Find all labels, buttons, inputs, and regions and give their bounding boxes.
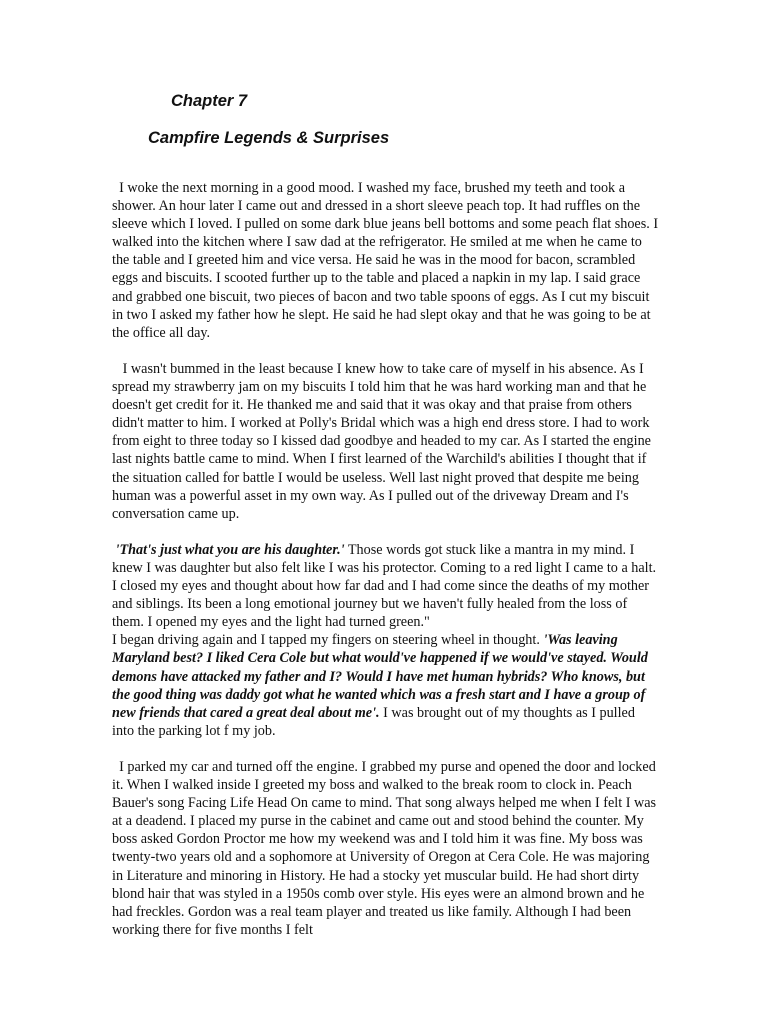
paragraph-5 [112, 758, 660, 939]
paragraph-2-text: I wasn't bummed in the least because I knew how to take care of myself in his absence. As I spread my strawberry jam on my biscuits I told him that he was hard working man and that he doesn't get credit for it. He thanked me and said that it was okay and that praise from others didn't matter to him. I worked at Polly's Bridal which was a high end dress store. I had to work from eight to three today so I kissed dad goodbye and headed to my car. As I started the engine last nights battle came to mind. When I first learned of the Warchild's abilities I thought that if the situation called for battle I would be useless. Well last night proved that despite me being human was a powerful asset in my own way. As I pulled out of the driveway Dream and I's conversation came up. [112, 360, 655, 522]
paragraph-1-text: I woke the next morning in a good mood. I washed my face, brushed my teeth and took a shower. An hour later I came out and dressed in a short sleeve peach top. It had ruffles on the sleeve which I loved. I pulled on some dark blue jeans bell bottoms and some peach flat shoes. I walked into the kitchen where I saw dad at the refrigerator. He smiled at me when he came to the table and I greeted him and vice versa. He said he was in the mood for bacon, scrambled eggs and biscuits. I scooted further up to the table and placed a napkin in my lap. I said grace and grabbed one biscuit, two pieces of bacon and two table spoons of eggs. As I cut my biscuit in two I asked my father how he slept. He said he had slept okay and that he was going to be at the office all day. [112, 180, 662, 341]
paragraph-3-text: Those words got stuck like a mantra in my mind. I knew I was daughter but also felt like I was his protector. Coming to a red light I came to a halt. I closed my eyes and thought about how far dad and I had come since the deaths of my mother and siblings. Its been a long emotional journey but we haven't fully healed from the loss of them. I opened my eyes and the light had turned green." [112, 541, 660, 631]
paragraph-2 [112, 360, 660, 523]
paragraph-3-quote: 'That's just what you are his daughter.' [115, 541, 345, 558]
chapter-title: Campfire Legends & Surprises [148, 129, 390, 147]
paragraph-4-quote: 'Was leaving Maryland best? I liked Cera Cole but what would've happened if we would've stayed. Would demons have attacked my father and I? Would I have met human hybrids? Who knows, but the good thing was daddy got what he wanted which was a fresh start and I have a group of new friends that cared a great deal about me'. [112, 632, 652, 721]
paragraph-5-text: I parked my car and turned off the engine. I grabbed my purse and opened the door and locked it. When I walked inside I greeted my boss and walked to the break room to clock in. Peach Bauer's song Facing Life Head On came to mind. That song always helped me when I felt I was at a deadend. I placed my purse in the cabinet and came out and stood behind the counter. My boss asked Gordon Proctor me how my weekend was and I told him it was fine. My boss was twenty-two years old and a sophomore at University of Oregon at Cera Cole. He was majoring in Literature and minoring in History. He had a stocky yet muscular build. He had short dirty blond hair that was styled in a 1950s comb over style. His eyes were an almond brown and he had freckles. Gordon was a real team player and treated us like family. Although I had been working there for five months I felt [112, 759, 660, 938]
chapter-body [112, 179, 660, 957]
paragraph-3 [112, 541, 660, 631]
paragraph-1 [112, 179, 660, 342]
paragraph-4-text: I was brought out of my thoughts as I pulled into the parking lot f my job. [112, 704, 639, 739]
paragraph-4 [112, 631, 660, 740]
paragraph-4-lead: I began driving again and I tapped my fingers on steering wheel in thought. [112, 632, 544, 649]
chapter-number: Chapter 7 [171, 92, 248, 110]
